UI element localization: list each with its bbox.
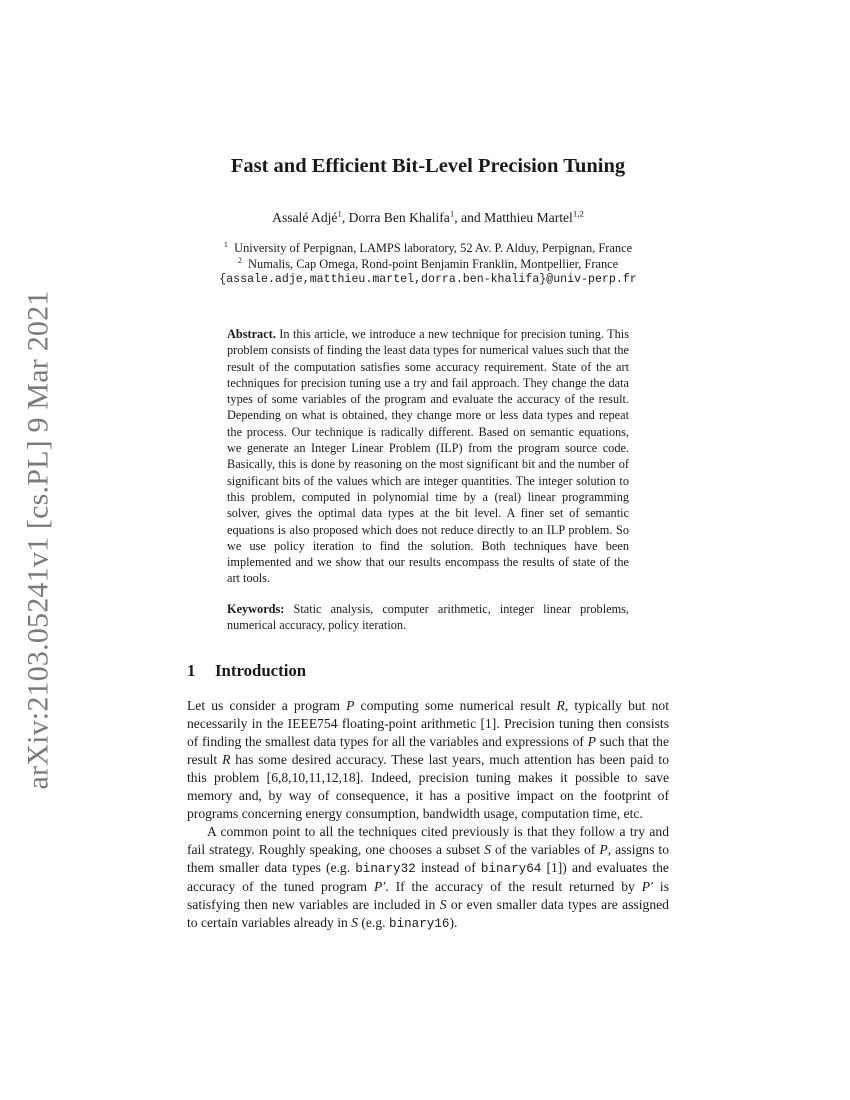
paragraph-text: has some desired accuracy. These last years, much attention has been paid to this problem [6,8,10,11,12,18]. Indeed, precision tuning makes it possible to save memory and, by way of consequence, it has a positive impact on the footprint of programs concerning energy consumption, bandwidth usage, computation time, etc. xyxy=(187,752,669,822)
paragraph-text: [1]) and evaluates the accuracy of the tuned program xyxy=(187,860,669,895)
inline-code: binary32 xyxy=(355,862,416,877)
affiliation-text: Numalis, Cap Omega, Rond-point Benjamin Franklin, Montpellier, France xyxy=(248,257,619,271)
abstract xyxy=(227,326,629,587)
section-title: Introduction xyxy=(215,661,307,681)
math-variable: R xyxy=(556,698,565,714)
author-list: Assalé Adjé$^1$, Dorra Ben Khalifa$^1$, and Matthieu Martel$^{1,2}$ xyxy=(272,208,584,225)
paragraph-text: is satisfying then new variables are included in xyxy=(187,879,669,913)
author-name: Assalé Adjé xyxy=(272,210,338,225)
abstract-text: In this article, we introduce a new technique for precision tuning. This problem consists of finding the least data types for numerical values such that the result of the computation satisfies some accuracy requirement. State of the art techniques for precision tuning use a try and fail approach. They change the data types of some variables of the program and evaluate the accuracy of the result. Depending on what is obtained, they change more or less data types and repeat the process. Our technique is radically different. Based on semantic equations, we generate an Integer Linear Problem (ILP) from the program source code. Basically, this is done by reasoning on the most significant bit and the number of significant bits of the values which are integer quantities. The integer solution to this problem, computed in polynomial time by a (real) linear programming solver, gives the optimal data types at the bit level. A finer set of semantic equations is also proposed which does not reduce directly to an ILP problem. So we use policy iteration to find the solution. Both techniques have been implemented and we show that our results encompass the results of state of the art tools. xyxy=(227,327,630,586)
author-emails: {assale.adje,matthieu.martel,dorra.ben-khalifa}@univ-perp.fr xyxy=(219,273,637,286)
inline-code: binary64 xyxy=(480,862,542,877)
author-affiliation-mark: 1 xyxy=(337,208,342,219)
paragraph xyxy=(187,823,669,933)
affiliation-mark: 1 xyxy=(223,239,228,249)
paper-page xyxy=(187,150,669,933)
keywords xyxy=(227,601,629,634)
affiliation-text: University of Perpignan, LAMPS laboratory, 52 Av. P. Alduy, Perpignan, France xyxy=(234,241,633,255)
author-name: Matthieu Martel xyxy=(484,210,573,225)
arxiv-identifier-stamp xyxy=(2,290,74,790)
paper-title: Fast and Efficient Bit-Level Precision Tuning xyxy=(230,155,626,177)
inline-code: binary16 xyxy=(388,917,450,932)
paragraph-text: , typically but not necessarily in the IEEE754 floating-point arithmetic [1]. Precision tuning then consists of finding the smallest data types for all the variables and expressions of xyxy=(187,698,669,750)
math-variable: P xyxy=(599,842,608,858)
paragraph xyxy=(187,697,669,823)
paragraph-text: such that the result xyxy=(187,734,669,768)
section-number: 1 xyxy=(187,661,196,681)
affiliation-block xyxy=(187,240,669,288)
section-heading xyxy=(187,661,669,681)
paragraph-text: (e.g. xyxy=(361,915,386,931)
author-conjunction: and xyxy=(461,210,481,225)
author-name: Dorra Ben Khalifa xyxy=(348,210,450,225)
paragraph-text: instead of xyxy=(420,860,476,876)
paragraph-text: A common point to all the techniques cited previously is that they follow a try and fail strategy. Roughly speaking, one chooses a subset xyxy=(187,824,669,858)
paragraph-text: ). xyxy=(449,915,458,931)
math-variable: P xyxy=(587,734,596,750)
author-affiliation-mark: 1,2 xyxy=(572,208,584,219)
math-variable: S xyxy=(484,842,491,858)
paragraph-text: , assigns to them smaller data types (e.g. xyxy=(187,842,669,876)
math-variable: R xyxy=(222,752,231,768)
paragraph-text: computing some numerical result xyxy=(360,698,551,714)
paragraph-text: Let us consider a program xyxy=(187,698,340,714)
math-variable: P′ xyxy=(373,879,386,895)
paragraph-text: of the variables of xyxy=(494,842,596,858)
affiliation-line xyxy=(187,256,669,272)
keywords-label: Keywords: xyxy=(227,601,285,616)
author-affiliation-mark: 1 xyxy=(449,208,455,219)
paragraph-text: or even smaller data types are assigned to certain variables already in xyxy=(187,897,669,931)
affiliation-mark: 2 xyxy=(237,255,242,265)
math-variable: S xyxy=(351,915,358,931)
math-variable: P′ xyxy=(641,879,654,895)
abstract-label: Abstract. xyxy=(227,327,276,341)
paragraph-text: . If the accuracy of the result returned by xyxy=(385,879,635,895)
affiliation-line xyxy=(187,240,669,256)
math-variable: P xyxy=(346,698,355,714)
math-variable: S xyxy=(439,897,447,913)
arxiv-identifier-text: arXiv:2103.05241v1 [cs.PL] 9 Mar 2021 xyxy=(21,290,55,790)
keywords-text: Static analysis, computer arithmetic, integer linear problems, numerical accuracy, policy iteration. xyxy=(227,601,629,633)
section-body xyxy=(187,697,669,933)
